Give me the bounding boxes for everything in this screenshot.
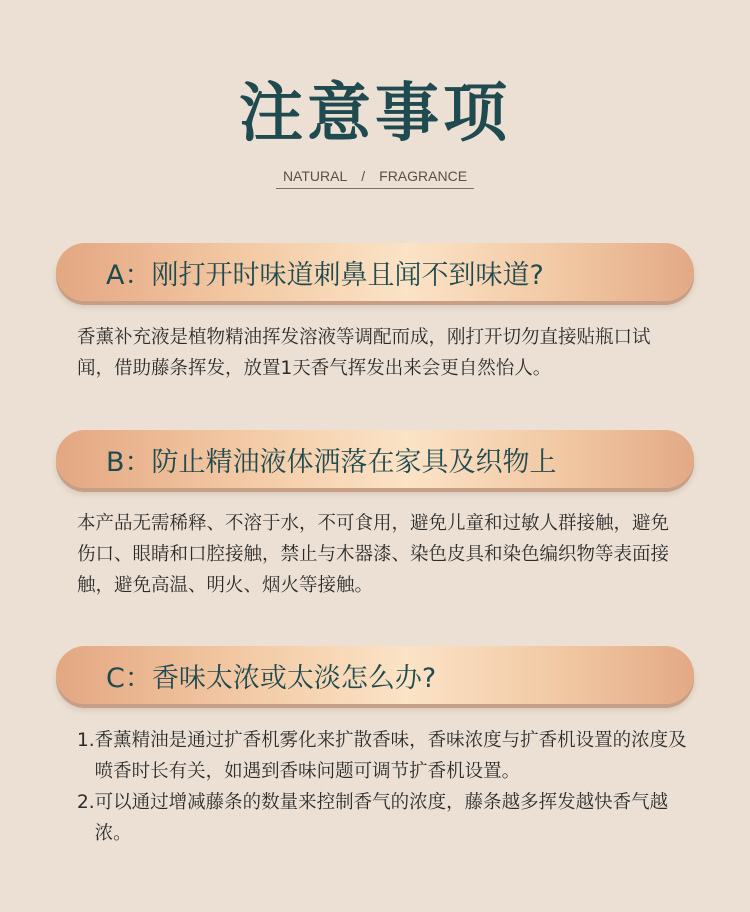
section-c-banner bbox=[56, 646, 694, 704]
list-item-text: 香薰精油是通过扩香机雾化来扩散香味，香味浓度与扩香机设置的浓度及喷香时长有关，如遇到香味问题可调节扩香机设置。 bbox=[94, 730, 687, 782]
subtitle bbox=[276, 164, 474, 189]
subtitle-separator: / bbox=[361, 168, 366, 184]
list-item-number: 2. bbox=[77, 792, 95, 813]
section-a-banner bbox=[56, 243, 694, 301]
list-item-number: 1. bbox=[77, 730, 95, 751]
section-c-list bbox=[77, 725, 687, 849]
section-c-heading: C：香味太浓或太淡怎么办? bbox=[106, 662, 437, 694]
page-title: 注意事项 bbox=[239, 77, 511, 151]
list-item-text: 可以通过增减藤条的数量来控制香气的浓度，藤条越多挥发越快香气越浓。 bbox=[94, 792, 669, 844]
section-b-banner bbox=[56, 430, 694, 488]
section-b-body: 本产品无需稀释、不溶于水，不可食用，避免儿童和过敏人群接触，避免伤口、眼睛和口腔接触，禁止与木器漆、染色皮具和染色编织物等表面接触，避免高温、明火、烟火等接触。 bbox=[77, 513, 670, 596]
section-a-body: 香薰补充液是植物精油挥发溶液等调配而成，刚打开切勿直接贴瓶口试闻，借助藤条挥发，放置1天香气挥发出来会更自然怡人。 bbox=[77, 327, 651, 379]
list-item bbox=[77, 787, 687, 849]
section-a-heading: A：刚打开时味道刺鼻且闻不到味道? bbox=[106, 259, 544, 291]
list-item bbox=[77, 725, 687, 787]
section-b-heading: B：防止精油液体洒落在家具及织物上 bbox=[106, 446, 557, 478]
subtitle-left: NATURAL bbox=[282, 168, 348, 184]
subtitle-right: FRAGRANCE bbox=[379, 168, 468, 184]
